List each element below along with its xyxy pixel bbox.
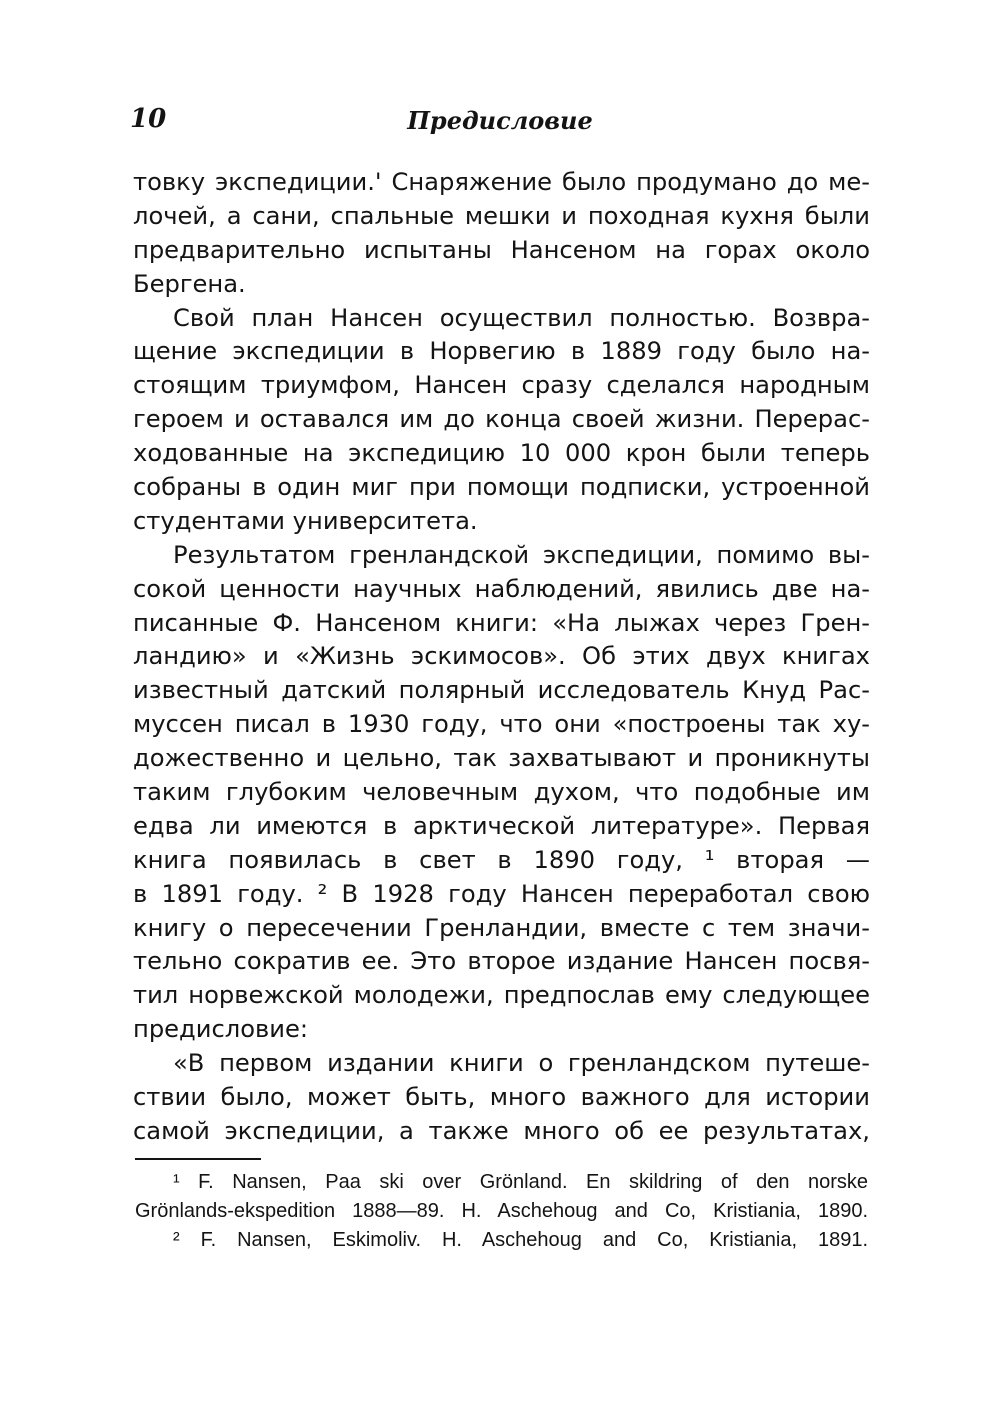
paragraph: [133, 302, 870, 539]
text-line: муссен писал в 1930 году, что они «построены так ху-: [133, 710, 870, 739]
footnote: [135, 1168, 868, 1226]
text-line: книгу о пересечении Гренландии, вместе с тем значи-: [133, 913, 870, 942]
footnote: [135, 1226, 868, 1255]
text-line: товку экспедиции.' Снаряжение было продумано до ме-: [133, 168, 870, 196]
text-line: таким глубоким человечным духом, что подобные им: [133, 778, 870, 807]
text-line: ходованные на экспедицию 10 000 крон были теперь: [133, 439, 870, 468]
paragraph: [133, 539, 870, 1047]
text-line: известный датский полярный исследователь Кнуд Рас-: [133, 676, 870, 705]
text-line: предисловие:: [133, 1015, 309, 1044]
text-line: студентами университета.: [133, 506, 478, 535]
text-line: сокой ценности научных наблюдений, явились две на-: [133, 574, 870, 603]
text-line: стоящим триумфом, Нансен сразу сделался народным: [133, 371, 870, 400]
text-line: «В первом издании книги о гренландском путеше-: [173, 1049, 870, 1078]
text-line: дожественно и цельно, так захватывают и проникнуты: [133, 744, 870, 773]
text-line: едва ли имеются в арктической литературе». Первая: [133, 811, 870, 840]
paragraph: [133, 1047, 870, 1149]
text-line: тил норвежской молодежи, предпослав ему следующее: [133, 981, 870, 1010]
text-line: предварительно испытаны Нансеном на горах около: [133, 235, 870, 264]
text-line: ствии было, может быть, много важного для истории: [133, 1083, 870, 1112]
text-line: Свой план Нансен осуществил полностью. Возвра-: [173, 303, 870, 332]
footnote-line: ¹ F. Nansen, Paa ski over Grönland. En skildring of den norske: [173, 1171, 868, 1193]
text-line: в 1891 году. ² В 1928 году Нансен переработал свою: [133, 879, 870, 908]
text-line: книга появилась в свет в 1890 году, ¹ вторая —: [133, 845, 870, 874]
text-line: тельно сократив ее. Это второе издание Нансен посвя-: [133, 947, 870, 976]
text-line: щение экспедиции в Норвегию в 1889 году было на-: [133, 337, 870, 366]
page-number: 10: [130, 104, 167, 134]
text-line: лочей, а сани, спальные мешки и походная кухня были: [133, 201, 870, 230]
footnote-line: ² F. Nansen, Eskimoliv. H. Aschehoug and Co, Kristiania, 1891.: [173, 1229, 868, 1251]
paragraph: [133, 166, 870, 302]
text-line: самой экспедиции, а также много об ее результатах,: [133, 1116, 870, 1145]
text-line: Результатом гренландской экспедиции, помимо вы-: [173, 540, 870, 569]
main-text: [133, 166, 870, 1149]
text-line: героем и оставался им до конца своей жизни. Перерас-: [133, 405, 870, 434]
footnote-divider: [135, 1158, 261, 1160]
footnote-line: Grönlands-ekspedition 1888—89. H. Aschehoug and Co, Kristiania, 1890.: [135, 1200, 868, 1222]
text-line: писанные Ф. Нансеном книги: «На лыжах через Грен-: [133, 608, 870, 637]
text-line: ландию» и «Жизнь эскимосов». Об этих двух книгах: [133, 642, 870, 671]
page-header: [130, 104, 870, 144]
running-title: Предисловие: [407, 106, 593, 135]
text-line: Бергена.: [133, 269, 246, 298]
footnotes: [135, 1168, 868, 1255]
text-line: собраны в один миг при помощи подписки, устроенной: [133, 473, 870, 502]
